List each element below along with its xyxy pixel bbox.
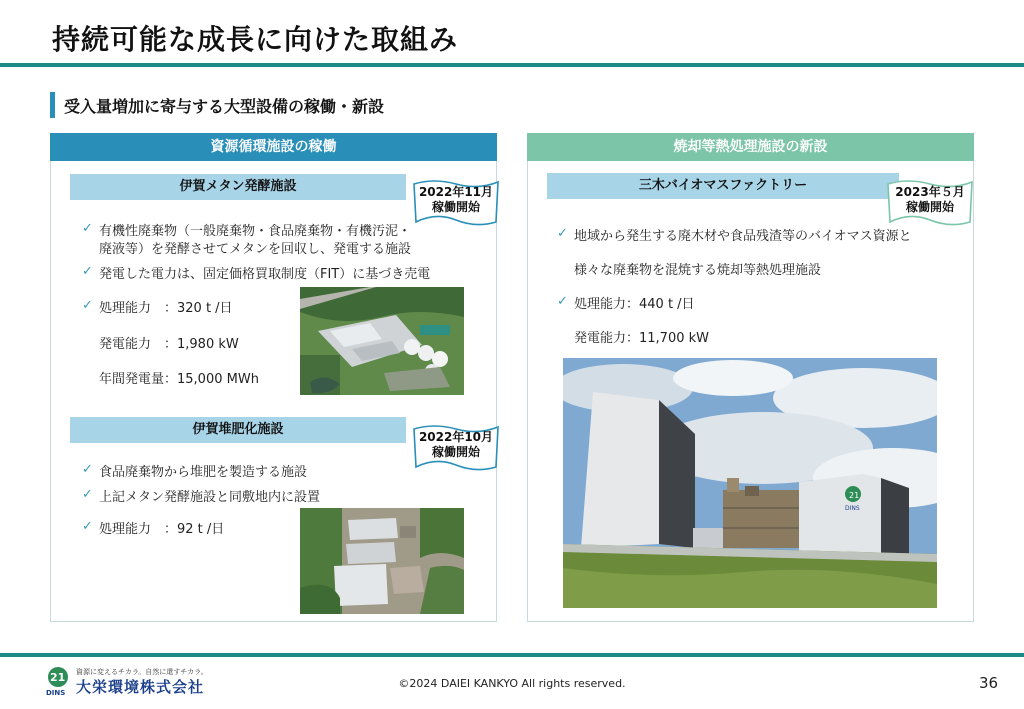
- section-marker: [50, 92, 55, 118]
- facility2-capacity: 処理能力 ：92 t /日: [99, 522, 225, 537]
- logo-tagline: 資源に変えるチカラ。自然に還すチカラ。: [76, 668, 208, 676]
- methane-plant-photo: [300, 287, 464, 395]
- copyright: ©2024 DAIEI KANKYO All rights reserved.: [398, 677, 626, 690]
- right-panel-header: 焼却等熱処理施設の新設: [527, 133, 974, 161]
- facility1-bullet-2: 発電した電力は、固定価格買取制度（FIT）に基づき売電: [99, 267, 431, 282]
- facility1-power: 発電能力 ：1,980 kW: [99, 337, 239, 352]
- page-title: 持続可能な成長に向けた取組み: [52, 23, 459, 56]
- logo-mark-number: 21: [50, 671, 66, 684]
- facility2-bullet-2: 上記メタン発酵施設と同敷地内に設置: [99, 490, 321, 505]
- check-icon: ✓: [82, 519, 93, 534]
- badge-date: 2023年５月: [895, 185, 965, 199]
- check-icon: ✓: [557, 294, 568, 309]
- footer-divider: [0, 653, 1024, 657]
- facility3-power: 発電能力：11,700 kW: [574, 331, 710, 346]
- facility2-bullet-1: 食品廃棄物から堆肥を製造する施設: [99, 465, 308, 480]
- facility1-bullet-1-cont: 廃液等）を発酵させてメタンを回収し、発電する施設: [99, 242, 412, 257]
- badge-status: 稼働開始: [905, 200, 954, 214]
- compost-plant-photo: [300, 508, 464, 614]
- check-icon: ✓: [557, 226, 568, 241]
- facility3-start-badge: [884, 176, 976, 222]
- facility1-title: 伊賀メタン発酵施設: [70, 174, 406, 200]
- badge-date: 2022年11月: [418, 185, 494, 199]
- facility1-bullet-1: 有機性廃棄物（一般廃棄物・食品廃棄物・有機汚泥・: [99, 224, 412, 239]
- company-name: 大栄環境株式会社: [76, 678, 205, 696]
- check-icon: ✓: [82, 298, 93, 313]
- building-logo-text: DINS: [845, 505, 860, 512]
- facility3-desc-1: 地域から発生する廃木材や食品残渣等のバイオマス資源と: [574, 229, 912, 244]
- left-panel-header: 資源循環施設の稼働: [50, 133, 497, 161]
- section-heading: 受入量増加に寄与する大型設備の稼働・新設: [64, 97, 385, 116]
- facility2-start-badge: [410, 421, 502, 467]
- title-divider: [0, 63, 1024, 67]
- check-icon: ✓: [82, 462, 93, 477]
- check-icon: ✓: [82, 221, 93, 236]
- facility1-capacity: 処理能力 ：320 t /日: [99, 301, 233, 316]
- facility3-capacity: 処理能力：440 t /日: [574, 297, 695, 312]
- badge-status: 稼働開始: [431, 200, 480, 214]
- logo-mark-text: DINS: [46, 689, 66, 696]
- facility1-annual: 年間発電量：15,000 MWh: [99, 372, 259, 387]
- facility3-title: 三木バイオマスファクトリー: [547, 173, 899, 199]
- facility2-title: 伊賀堆肥化施設: [70, 417, 406, 443]
- badge-status: 稼働開始: [431, 445, 480, 459]
- check-icon: ✓: [82, 487, 93, 502]
- facility1-start-badge: [410, 176, 502, 222]
- badge-date: 2022年10月: [418, 430, 494, 444]
- page-number: 36: [979, 674, 999, 692]
- building-logo-mark: 21: [849, 491, 860, 500]
- biomass-factory-photo: [563, 358, 937, 608]
- facility3-desc-2: 様々な廃棄物を混焼する焼却等熱処理施設: [574, 263, 822, 278]
- check-icon: ✓: [82, 264, 93, 279]
